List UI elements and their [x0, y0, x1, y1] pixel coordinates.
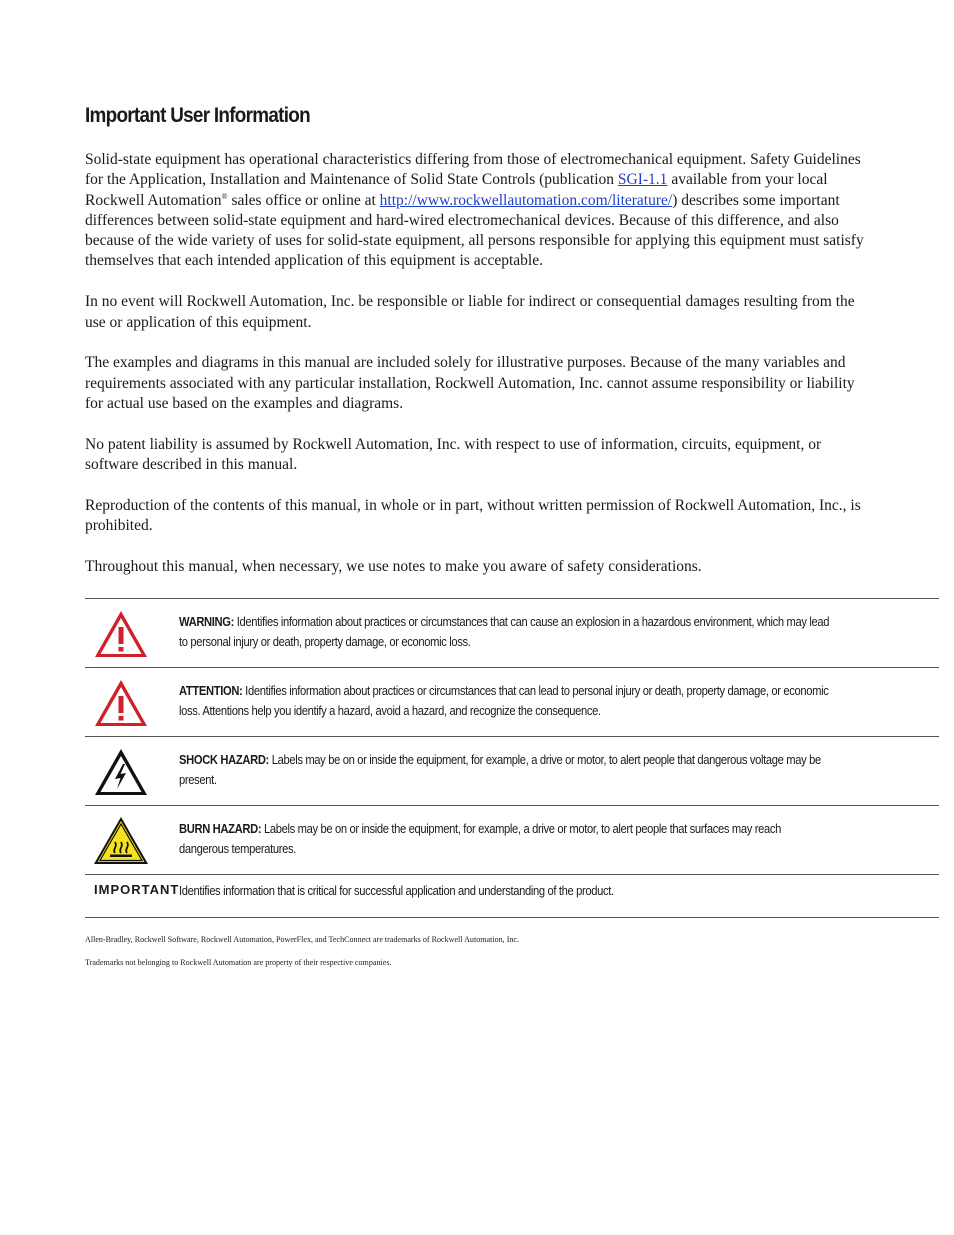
burn-hazard-text: Labels may be on or inside the equipment, for example, a drive or motor, to alert people that surfaces may reach dangerous temperatures. — [179, 820, 782, 857]
paragraph-safety-guidelines — [85, 150, 871, 272]
paragraph-text: available from your local Rockwell Automation — [85, 171, 828, 209]
important-row — [85, 874, 939, 917]
burn-hazard-label: BURN HAZARD: — [179, 820, 262, 836]
trademark-line: Allen-Bradley, Rockwell Software, Rockwell Automation, PowerFlex, and TechConnect are trademarks of Rockwell Automation, Inc. — [85, 934, 520, 944]
paragraph-reproduction: Reproduction of the contents of this manual, in whole or in part, without written permission of Rockwell Automation, Inc., is prohibited. — [85, 496, 861, 535]
attention-label: ATTENTION: — [179, 682, 243, 698]
paragraph-text: Solid-state equipment has operational characteristics differing from those of electromechanical equipment. Safety Guidelines for the Application, Installation and Maintenance of Solid State Controls (publication — [85, 151, 861, 189]
paragraph-notes-intro: Throughout this manual, when necessary, we use notes to make you aware of safety considerations. — [85, 557, 702, 575]
trademark-footer — [85, 934, 542, 980]
attention-triangle-icon — [93, 678, 149, 728]
attention-row — [85, 667, 939, 736]
burn-hazard-row — [85, 805, 939, 874]
document-page — [85, 104, 871, 918]
trademark-disclaimer: Trademarks not belonging to Rockwell Automation are property of their respective companies. — [85, 957, 392, 967]
important-text: Identifies information that is critical for successful application and understanding of the product. — [179, 882, 615, 898]
paragraph-text: sales office or online at — [227, 191, 380, 209]
safety-notes-table — [85, 598, 939, 918]
warning-text: Identifies information about practices or circumstances that can cause an explosion in a hazardous environment, which may lead to personal injury or death, property damage, or economic loss. — [179, 613, 830, 650]
paragraph-text: ) describes some important differences between solid-state equipment and hard-wired electromechanical devices. Because of this difference, and also because of the wide variety of uses for solid-state equipment, all persons responsible for applying this equipment must satisfy themselves that each intended application of this equipment is acceptable. — [85, 191, 864, 270]
warning-triangle-icon — [93, 609, 149, 659]
burn-hazard-icon — [93, 816, 149, 866]
shock-hazard-icon — [93, 747, 149, 797]
shock-hazard-text: Labels may be on or inside the equipment, for example, a drive or motor, to alert people that dangerous voltage may be present. — [179, 751, 822, 788]
warning-label: WARNING: — [179, 613, 235, 629]
attention-text: Identifies information about practices or circumstances that can lead to personal injury or death, property damage, or economic loss. Attentions help you identify a hazard, avoid a hazard, and recognize the consequence. — [179, 682, 829, 719]
registered-mark: ® — [221, 191, 228, 201]
paragraph-patent: No patent liability is assumed by Rockwell Automation, Inc. with respect to use of information, circuits, equipment, or software described in this manual. — [85, 435, 822, 474]
paragraph-examples: The examples and diagrams in this manual are included solely for illustrative purposes. Because of the many variables and requirements associated with any particular installation, Rockwell Automation, Inc. cannot assume responsibility or liability for actual use based on the examples and diagrams. — [85, 354, 855, 412]
shock-hazard-label: SHOCK HAZARD: — [179, 751, 270, 767]
warning-row — [85, 598, 939, 667]
shock-hazard-row — [85, 736, 939, 805]
sgi-link[interactable]: SGI-1.1 — [617, 171, 668, 189]
page-title: Important User Information — [85, 104, 310, 127]
paragraph-liability: In no event will Rockwell Automation, Inc. be responsible or liable for indirect or consequential damages resulting from the use or application of this equipment. — [85, 293, 855, 331]
important-label: IMPORTANT — [85, 874, 179, 917]
literature-link[interactable]: http://www.rockwellautomation.com/literature/ — [379, 191, 673, 209]
